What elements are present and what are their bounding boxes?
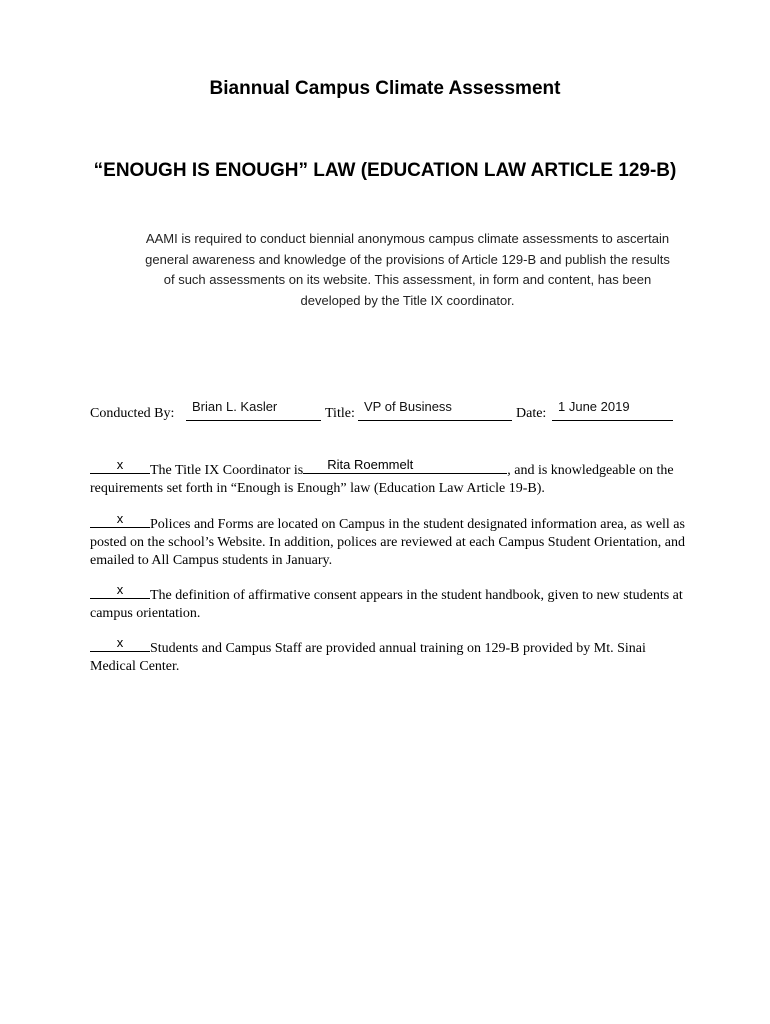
page-subtitle: “ENOUGH IS ENOUGH” LAW (EDUCATION LAW ARTICLE 129-B)	[93, 160, 677, 181]
checkmark-field[interactable]	[90, 637, 150, 652]
item-text: Polices and Forms are located on Campus in the student designated information area, as well as posted on the school’s Website. In addition, polices are reviewed at each Campus Student Orientation, and emailed to All Campus students in January.	[90, 517, 686, 568]
page-title: Biannual Campus Climate Assessment	[209, 78, 561, 99]
check-mark: x	[116, 457, 124, 472]
checkmark-field[interactable]	[90, 459, 150, 474]
check-mark: x	[116, 635, 124, 650]
check-mark: x	[116, 511, 124, 526]
item-text: The definition of affirmative consent appears in the student handbook, given to new students at campus orientation.	[90, 588, 683, 621]
list-item	[90, 637, 690, 676]
checkmark-field[interactable]	[90, 513, 150, 528]
item-text: , and is knowledgeable on the requirements set forth in “Enough is Enough” law (Education Law Article 19-B).	[90, 463, 674, 496]
conducted-by-field[interactable]	[186, 396, 321, 421]
item-text: The Title IX Coordinator is	[150, 463, 304, 478]
check-mark: x	[116, 582, 124, 597]
title-label: Title:	[325, 406, 355, 421]
coordinator-name: Rita Roemmelt	[327, 457, 414, 472]
title-field[interactable]	[358, 396, 512, 421]
item-text: Students and Campus Staff are provided annual training on 129-B provided by Mt. Sinai Medical Center.	[90, 641, 646, 674]
title-value: VP of Business	[364, 399, 452, 414]
date-value: 1 June 2019	[558, 399, 630, 414]
date-field[interactable]	[552, 396, 673, 421]
conducted-by-value: Brian L. Kasler	[192, 399, 278, 414]
list-item	[90, 459, 690, 498]
date-label: Date:	[516, 406, 547, 421]
list-item	[90, 513, 690, 570]
checkmark-field[interactable]	[90, 584, 150, 599]
coordinator-name-field[interactable]	[303, 459, 507, 474]
conducted-row	[90, 396, 690, 424]
list-item	[90, 584, 690, 623]
conducted-by-label: Conducted By:	[90, 406, 175, 421]
intro-paragraph: AAMI is required to conduct biennial anonymous campus climate assessments to ascertain general awareness and knowledge of the provisions of Article 129-B and publish the results of such assessments on its website. This assessment, in form and content, has been developed by the Title IX coordinator.	[145, 231, 670, 308]
